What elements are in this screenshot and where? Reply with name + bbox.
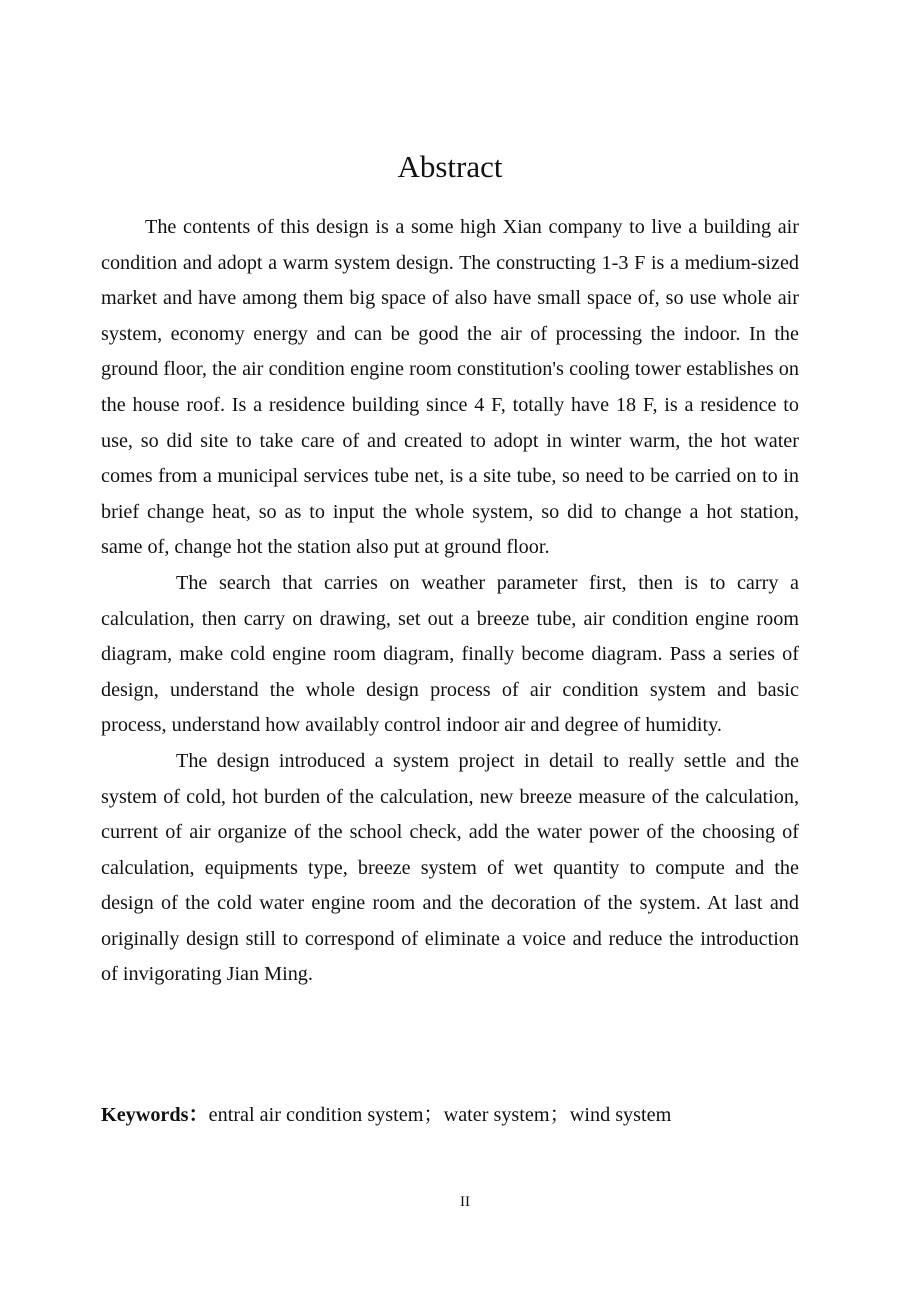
keyword-item: wind system — [569, 1104, 672, 1126]
keywords-line — [101, 1098, 821, 1133]
page-number: II — [460, 1194, 470, 1210]
abstract-paragraph-2: The search that carries on weather parameter first, then is to carry a calculation, then carry on drawing, set out a breeze tube, air condition engine room diagram, make cold engine room diagram, finally become diagram. Pass a series of design, understand the whole design process of air condition system and basic process, understand how availably control indoor air and degree of humidity. — [101, 571, 799, 737]
page-title: Abstract — [397, 149, 503, 184]
keywords-label: Keywords： — [101, 1104, 209, 1126]
keyword-separator: ； — [549, 1104, 570, 1126]
abstract-paragraph-3: The design introduced a system project in detail to really settle and the system of cold, hot burden of the calculation, new breeze measure of the calculation, current of air organize of the school check, add the water power of the choosing of calculation, equipments type, breeze system of wet quantity to compute and the design of the cold water engine room and the decoration of the system. At last and originally design still to correspond of eliminate a voice and reduce the introduction of invigorating Jian Ming. — [101, 749, 799, 986]
keyword-item: entral air condition system — [208, 1104, 424, 1126]
keyword-separator: ； — [423, 1104, 444, 1126]
abstract-paragraph-1: The contents of this design is a some high Xian company to live a building air condition and adopt a warm system design. The constructing 1-3 F is a medium-sized market and have among them big space of also have small space of, so use whole air system, economy energy and can be good the air of processing the indoor. In the ground floor, the air condition engine room constitution's cooling tower establishes on the house roof. Is a residence building since 4 F, totally have 18 F, is a residence to use, so did site to take care of and created to adopt in winter warm, the hot water comes from a municipal services tube net, is a site tube, so need to be carried on to in brief change heat, so as to input the whole system, so did to change a hot station, same of, change hot the station also put at ground floor. — [101, 216, 799, 559]
keyword-item: water system — [443, 1104, 550, 1126]
abstract-body — [101, 210, 799, 993]
